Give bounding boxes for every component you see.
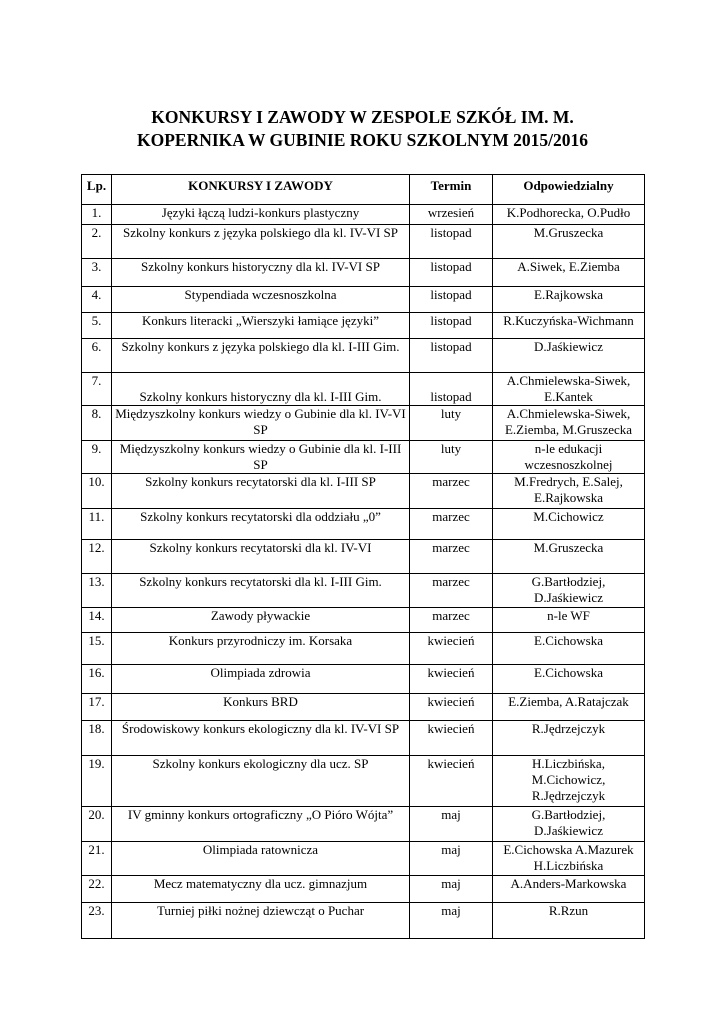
cell-term: listopad [410, 339, 493, 373]
table-row [82, 313, 645, 339]
cell-responsible: A.Chmielewska-Siwek, E.Kantek [493, 373, 645, 406]
cell-term: listopad [410, 287, 493, 313]
cell-contest: Szkolny konkurs recytatorski dla kl. I-III Gim. [112, 574, 410, 608]
cell-contest: Szkolny konkurs ekologiczny dla ucz. SP [112, 756, 410, 807]
cell-contest: Konkurs literacki „Wierszyki łamiące języki” [112, 313, 410, 339]
cell-term: maj [410, 842, 493, 876]
table-row [82, 474, 645, 509]
table-row [82, 406, 645, 441]
cell-responsible: n-le edukacji wczesnoszkolnej [493, 441, 645, 474]
cell-contest: Zawody pływackie [112, 608, 410, 633]
cell-contest: Olimpiada ratownicza [112, 842, 410, 876]
table-row [82, 756, 645, 807]
cell-responsible: M.Fredrych, E.Salej, E.Rajkowska [493, 474, 645, 509]
cell-lp: 18. [82, 721, 112, 756]
cell-contest: Szkolny konkurs recytatorski dla oddziału „0” [112, 509, 410, 540]
cell-lp: 17. [82, 694, 112, 721]
document-title [80, 106, 645, 152]
table-row [82, 441, 645, 474]
cell-lp: 5. [82, 313, 112, 339]
table-row [82, 509, 645, 540]
cell-term: kwiecień [410, 721, 493, 756]
cell-contest: IV gminny konkurs ortograficzny „O Pióro Wójta” [112, 807, 410, 842]
header-responsible: Odpowiedzialny [493, 175, 645, 205]
cell-responsible: n-le WF [493, 608, 645, 633]
cell-contest: Międzyszkolny konkurs wiedzy o Gubinie dla kl. IV-VI SP [112, 406, 410, 441]
cell-term: luty [410, 406, 493, 441]
cell-lp: 22. [82, 876, 112, 903]
table-row [82, 259, 645, 287]
cell-term: marzec [410, 509, 493, 540]
cell-contest: Języki łączą ludzi-konkurs plastyczny [112, 205, 410, 225]
cell-lp: 10. [82, 474, 112, 509]
table-row [82, 807, 645, 842]
table-row [82, 665, 645, 694]
cell-contest: Szkolny konkurs historyczny dla kl. IV-VI SP [112, 259, 410, 287]
title-line-1: KONKURSY I ZAWODY W ZESPOLE SZKÓŁ IM. M. [151, 107, 574, 127]
cell-responsible: A.Siwek, E.Ziemba [493, 259, 645, 287]
cell-term: wrzesień [410, 205, 493, 225]
cell-responsible: M.Gruszecka [493, 540, 645, 574]
cell-responsible: R.Kuczyńska-Wichmann [493, 313, 645, 339]
cell-term: kwiecień [410, 665, 493, 694]
contests-table [81, 174, 645, 939]
cell-term: maj [410, 876, 493, 903]
cell-responsible: M.Gruszecka [493, 225, 645, 259]
cell-contest: Konkurs przyrodniczy im. Korsaka [112, 633, 410, 665]
cell-lp: 19. [82, 756, 112, 807]
cell-lp: 7. [82, 373, 112, 406]
cell-responsible: E.Cichowska A.Mazurek H.Liczbińska [493, 842, 645, 876]
cell-responsible: H.Liczbińska, M.Cichowicz, R.Jędrzejczyk [493, 756, 645, 807]
table-row [82, 205, 645, 225]
title-line-2: KOPERNIKA W GUBINIE ROKU SZKOLNYM 2015/2016 [136, 130, 588, 150]
cell-term: luty [410, 441, 493, 474]
cell-contest: Środowiskowy konkurs ekologiczny dla kl. IV-VI SP [112, 721, 410, 756]
table-row [82, 373, 645, 406]
cell-contest: Mecz matematyczny dla ucz. gimnazjum [112, 876, 410, 903]
cell-lp: 23. [82, 903, 112, 939]
header-lp: Lp. [82, 175, 112, 205]
cell-responsible: D.Jaśkiewicz [493, 339, 645, 373]
cell-responsible: M.Cichowicz [493, 509, 645, 540]
cell-term: listopad [410, 373, 493, 406]
cell-lp: 11. [82, 509, 112, 540]
cell-contest: Szkolny konkurs z języka polskiego dla kl. I-III Gim. [112, 339, 410, 373]
cell-contest: Szkolny konkurs z języka polskiego dla kl. IV-VI SP [112, 225, 410, 259]
cell-term: listopad [410, 259, 493, 287]
cell-contest: Szkolny konkurs recytatorski dla kl. IV-VI [112, 540, 410, 574]
cell-term: maj [410, 807, 493, 842]
cell-responsible: A.Anders-Markowska [493, 876, 645, 903]
cell-lp: 2. [82, 225, 112, 259]
table-row [82, 608, 645, 633]
cell-lp: 15. [82, 633, 112, 665]
table-row [82, 339, 645, 373]
cell-term: maj [410, 903, 493, 939]
header-contest: KONKURSY I ZAWODY [112, 175, 410, 205]
cell-lp: 6. [82, 339, 112, 373]
cell-contest: Szkolny konkurs recytatorski dla kl. I-III SP [112, 474, 410, 509]
cell-responsible: E.Cichowska [493, 665, 645, 694]
cell-term: marzec [410, 608, 493, 633]
cell-term: kwiecień [410, 694, 493, 721]
cell-term: marzec [410, 540, 493, 574]
table-row [82, 694, 645, 721]
cell-lp: 14. [82, 608, 112, 633]
header-term: Termin [410, 175, 493, 205]
cell-contest: Szkolny konkurs historyczny dla kl. I-III Gim. [112, 373, 410, 406]
table-header-row [82, 175, 645, 205]
cell-lp: 1. [82, 205, 112, 225]
cell-term: kwiecień [410, 633, 493, 665]
cell-term: marzec [410, 574, 493, 608]
cell-responsible: G.Bartłodziej, D.Jaśkiewicz [493, 574, 645, 608]
cell-term: kwiecień [410, 756, 493, 807]
cell-lp: 3. [82, 259, 112, 287]
table-body [82, 205, 645, 939]
cell-responsible: E.Rajkowska [493, 287, 645, 313]
cell-responsible: A.Chmielewska-Siwek, E.Ziemba, M.Gruszecka [493, 406, 645, 441]
cell-lp: 21. [82, 842, 112, 876]
cell-term: listopad [410, 225, 493, 259]
cell-responsible: E.Cichowska [493, 633, 645, 665]
table-row [82, 633, 645, 665]
cell-contest: Turniej piłki nożnej dziewcząt o Puchar [112, 903, 410, 939]
cell-lp: 12. [82, 540, 112, 574]
cell-lp: 8. [82, 406, 112, 441]
table-row [82, 721, 645, 756]
cell-contest: Olimpiada zdrowia [112, 665, 410, 694]
cell-lp: 20. [82, 807, 112, 842]
cell-term: marzec [410, 474, 493, 509]
table-row [82, 574, 645, 608]
cell-contest: Stypendiada wczesnoszkolna [112, 287, 410, 313]
table-row [82, 842, 645, 876]
cell-responsible: K.Podhorecka, O.Pudło [493, 205, 645, 225]
cell-responsible: E.Ziemba, A.Ratajczak [493, 694, 645, 721]
table-row [82, 540, 645, 574]
cell-contest: Konkurs BRD [112, 694, 410, 721]
table-row [82, 225, 645, 259]
cell-lp: 16. [82, 665, 112, 694]
cell-responsible: R.Jędrzejczyk [493, 721, 645, 756]
cell-responsible: G.Bartłodziej, D.Jaśkiewicz [493, 807, 645, 842]
cell-lp: 4. [82, 287, 112, 313]
cell-lp: 13. [82, 574, 112, 608]
table-row [82, 903, 645, 939]
cell-responsible: R.Rzun [493, 903, 645, 939]
cell-term: listopad [410, 313, 493, 339]
table-row [82, 876, 645, 903]
cell-contest: Międzyszkolny konkurs wiedzy o Gubinie dla kl. I-III SP [112, 441, 410, 474]
cell-lp: 9. [82, 441, 112, 474]
table-row [82, 287, 645, 313]
